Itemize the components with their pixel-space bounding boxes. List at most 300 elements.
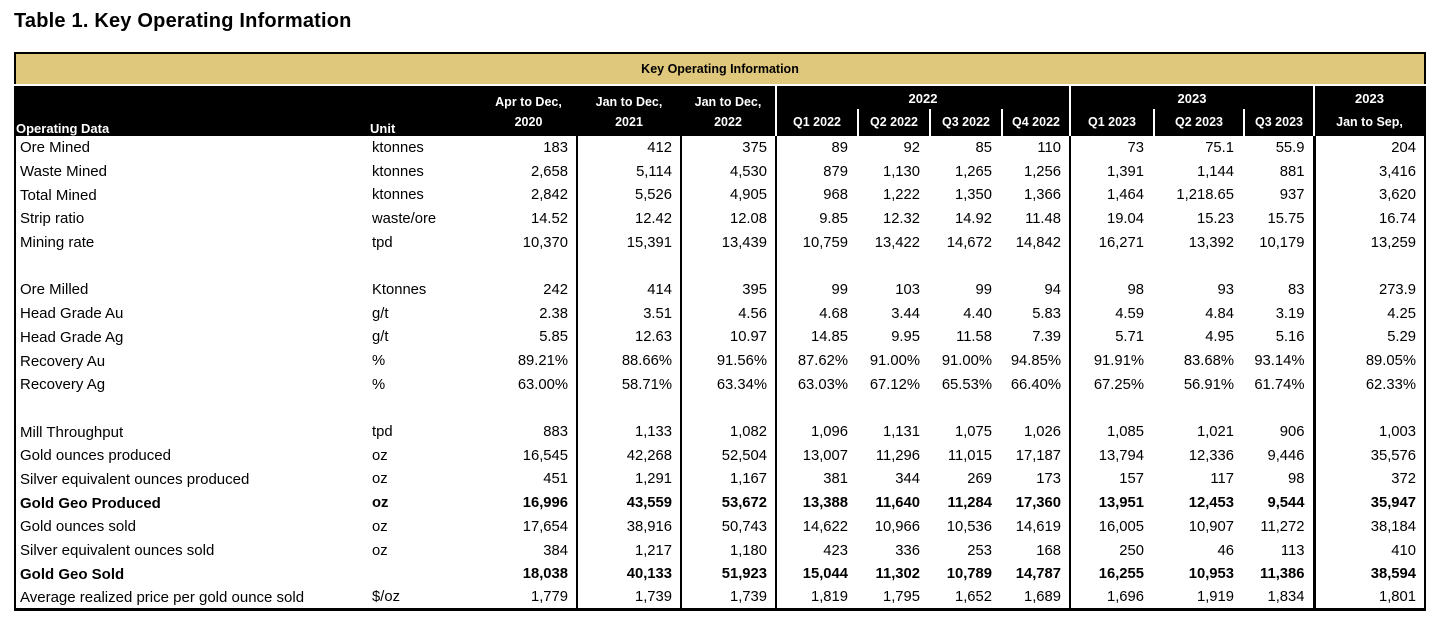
cell-value: 881 <box>1242 160 1314 184</box>
row-label: Mill Throughput <box>20 423 124 441</box>
cell-value <box>1070 254 1152 278</box>
cell-value: 395 <box>681 278 776 302</box>
cell-value: 273.9 <box>1378 281 1416 298</box>
spacer-row <box>15 254 1425 278</box>
cell-value: 375 <box>681 136 776 160</box>
row-unit: oz <box>372 495 389 512</box>
cell-value <box>856 254 928 278</box>
cell-value: 204 <box>1391 139 1416 156</box>
row-unit: ktonnes <box>372 187 424 204</box>
cell-value: 85 <box>975 139 992 156</box>
cell-value: 14,842 <box>1000 231 1070 255</box>
cell-value: 1,021 <box>1196 424 1234 441</box>
cell-value: 38,594 <box>1370 566 1416 583</box>
cell-value: 1,180 <box>681 539 776 563</box>
cell-value: 11,284 <box>947 495 992 512</box>
row-label: Gold ounces sold <box>20 518 136 536</box>
cell-value: 12,453 <box>1188 495 1234 512</box>
cell-value: 968 <box>823 187 848 204</box>
cell-value: 16,545 <box>480 444 577 468</box>
cell-value: 43,559 <box>577 491 681 515</box>
cell-value: 11,302 <box>875 566 920 583</box>
header-apr-dec-2020 <box>480 85 577 136</box>
row-unit: g/t <box>372 329 389 346</box>
row-label: Gold ounces produced <box>20 447 171 465</box>
cell-value: 91.00% <box>869 353 920 370</box>
cell-value <box>681 254 776 278</box>
cell-value: 4.40 <box>963 305 992 322</box>
cell-value <box>1242 254 1314 278</box>
table-row <box>15 444 1425 468</box>
cell-value <box>928 397 1000 421</box>
cell-value: 94.85% <box>1000 349 1070 373</box>
cell-value: 5,114 <box>577 160 681 184</box>
cell-value: 10,370 <box>480 231 577 255</box>
cell-value: 1,130 <box>882 163 920 180</box>
cell-value: 3.19 <box>1242 302 1314 326</box>
header-period-line2: 2021 <box>615 114 643 129</box>
cell-value: 38,916 <box>577 515 681 539</box>
cell-value: 61.74% <box>1242 373 1314 397</box>
cell-value: 242 <box>480 278 577 302</box>
cell-value: 1,222 <box>882 187 920 204</box>
cell-value: 410 <box>1391 542 1416 559</box>
row-unit: g/t <box>372 305 389 322</box>
cell-value: 3.44 <box>891 305 920 322</box>
cell-value: 12,336 <box>1188 447 1234 464</box>
table-row <box>15 160 1425 184</box>
table-row <box>15 207 1425 231</box>
row-unit: % <box>372 353 386 370</box>
cell-value: 381 <box>823 471 848 488</box>
cell-value: 11.48 <box>1000 207 1070 231</box>
cell-value: 87.62% <box>797 353 848 370</box>
table-row <box>15 136 1425 160</box>
cell-value: 344 <box>895 471 920 488</box>
cell-value: 63.34% <box>681 373 776 397</box>
cell-value: 4.84 <box>1205 305 1234 322</box>
cell-value: 1,366 <box>1000 183 1070 207</box>
table-row <box>15 562 1425 586</box>
cell-value: 17,654 <box>480 515 577 539</box>
cell-value <box>776 254 856 278</box>
cell-value: 3.51 <box>577 302 681 326</box>
cell-value: 157 <box>1119 471 1144 488</box>
cell-value: 5.83 <box>1000 302 1070 326</box>
cell-value: 13,007 <box>802 447 848 464</box>
cell-value: 4.56 <box>681 302 776 326</box>
header-period-line2: 2022 <box>714 114 742 129</box>
cell-value <box>1314 397 1425 421</box>
header-group-year: 2022 <box>908 91 938 106</box>
cell-value: 83 <box>1242 278 1314 302</box>
row-unit: oz <box>372 518 388 535</box>
cell-value: 1,834 <box>1242 586 1314 610</box>
header-ytd-year: 2023 <box>1355 91 1384 106</box>
cell-value: 55.9 <box>1242 136 1314 160</box>
cell-value: 63.00% <box>480 373 577 397</box>
cell-value <box>928 254 1000 278</box>
row-label: Mining rate <box>20 234 95 252</box>
cell-value: 1,218.65 <box>1176 187 1234 204</box>
header-ytd-2023 <box>1314 85 1425 136</box>
page-title: Table 1. Key Operating Information <box>14 10 352 32</box>
cell-value: 16,996 <box>480 491 577 515</box>
cell-value: 91.56% <box>681 349 776 373</box>
table-row <box>15 586 1425 610</box>
cell-value: 12.08 <box>681 207 776 231</box>
table-row <box>15 468 1425 492</box>
table-row <box>15 420 1425 444</box>
table-band <box>15 53 1425 85</box>
cell-value: 5.71 <box>1115 329 1144 346</box>
header-quarter: Q1 2022 <box>793 115 841 129</box>
row-label: Head Grade Ag <box>20 328 124 346</box>
cell-value <box>681 397 776 421</box>
cell-value: 384 <box>480 539 577 563</box>
cell-value: 906 <box>1242 420 1314 444</box>
cell-value: 1,696 <box>1106 589 1144 606</box>
cell-value: 91.00% <box>941 353 992 370</box>
cell-value: 4,905 <box>681 183 776 207</box>
row-label: Recovery Ag <box>20 376 106 394</box>
cell-value: 12.32 <box>882 210 920 227</box>
cell-value: 336 <box>895 542 920 559</box>
table-row <box>15 302 1425 326</box>
cell-value: 1,291 <box>577 468 681 492</box>
cell-value: 14.92 <box>954 210 992 227</box>
cell-value: 62.33% <box>1365 376 1416 393</box>
cell-value: 250 <box>1119 542 1144 559</box>
cell-value: 14,622 <box>802 518 848 535</box>
cell-value: 5.85 <box>480 326 577 350</box>
table-band-title: Key Operating Information <box>15 53 1425 85</box>
table-row <box>15 183 1425 207</box>
cell-value: 17,360 <box>1000 491 1070 515</box>
header-period-line1: Jan to Dec, <box>595 95 663 110</box>
row-unit: tpd <box>372 424 393 441</box>
cell-value: 15,391 <box>577 231 681 255</box>
header-quarter: Q1 2023 <box>1088 115 1136 129</box>
cell-value: 2,842 <box>480 183 577 207</box>
header-quarter: Q2 2023 <box>1153 109 1243 136</box>
cell-value: 372 <box>1391 471 1416 488</box>
cell-value: 88.66% <box>577 349 681 373</box>
cell-value: 1,801 <box>1378 589 1416 606</box>
cell-value: 4.25 <box>1387 305 1416 322</box>
cell-value: 1,003 <box>1378 424 1416 441</box>
cell-value: 14.85 <box>810 329 848 346</box>
cell-value: 65.53% <box>941 376 992 393</box>
cell-value: 10,759 <box>802 234 848 251</box>
cell-value: 10,179 <box>1242 231 1314 255</box>
cell-value: 99 <box>831 281 848 298</box>
cell-value: 58.71% <box>577 373 681 397</box>
cell-value: 14,787 <box>1000 562 1070 586</box>
cell-value: 99 <box>975 281 992 298</box>
cell-value <box>577 254 681 278</box>
cell-value: 883 <box>480 420 577 444</box>
row-label <box>15 254 370 278</box>
cell-value: 16.74 <box>1378 210 1416 227</box>
cell-value: 168 <box>1000 539 1070 563</box>
table-row <box>15 326 1425 350</box>
cell-value: 173 <box>1000 468 1070 492</box>
cell-value: 19.04 <box>1106 210 1144 227</box>
cell-value: 1,131 <box>882 424 920 441</box>
cell-value: 91.91% <box>1093 353 1144 370</box>
cell-value: 1,795 <box>882 589 920 606</box>
cell-value: 42,268 <box>577 444 681 468</box>
cell-value: 103 <box>895 281 920 298</box>
cell-value: 1,739 <box>577 586 681 610</box>
cell-value: 11,272 <box>1242 515 1314 539</box>
cell-value <box>856 397 928 421</box>
cell-value: 14,672 <box>946 234 992 251</box>
cell-value: 93 <box>1217 281 1234 298</box>
header-quarter: Q3 2022 <box>929 109 1001 136</box>
cell-value: 12.63 <box>577 326 681 350</box>
cell-value: 75.1 <box>1205 139 1234 156</box>
cell-value: 16,255 <box>1098 566 1144 583</box>
cell-value: 4,530 <box>681 160 776 184</box>
row-label: Silver equivalent ounces produced <box>20 470 250 488</box>
cell-value: 14,619 <box>1000 515 1070 539</box>
cell-value: 183 <box>480 136 577 160</box>
cell-value: 56.91% <box>1183 376 1234 393</box>
row-unit <box>370 254 480 278</box>
cell-value: 15,044 <box>802 566 848 583</box>
header-unit: Unit <box>370 85 480 136</box>
header-group-year: 2023 <box>1177 91 1207 106</box>
header-group-2023 <box>1070 85 1314 136</box>
cell-value: 5,526 <box>577 183 681 207</box>
cell-value: 1,144 <box>1196 163 1234 180</box>
cell-value: 67.25% <box>1093 376 1144 393</box>
cell-value: 9,446 <box>1242 444 1314 468</box>
cell-value: 83.68% <box>1183 353 1234 370</box>
cell-value: 98 <box>1127 281 1144 298</box>
cell-value: 89 <box>831 139 848 156</box>
header-period-line2: 2020 <box>514 114 543 129</box>
cell-value: 51,923 <box>681 562 776 586</box>
cell-value: 1,082 <box>681 420 776 444</box>
cell-value: 879 <box>823 163 848 180</box>
cell-value: 13,794 <box>1098 447 1144 464</box>
cell-value: 7.39 <box>1000 326 1070 350</box>
cell-value: 38,184 <box>1370 518 1416 535</box>
row-unit: % <box>372 376 386 393</box>
cell-value: 1,085 <box>1106 424 1144 441</box>
cell-value: 98 <box>1242 468 1314 492</box>
row-label: Average realized price per gold ounce sold <box>20 588 305 606</box>
row-unit: waste/ore <box>372 210 437 227</box>
cell-value: 937 <box>1242 183 1314 207</box>
cell-value: 1,075 <box>954 424 992 441</box>
cell-value: 2,658 <box>480 160 577 184</box>
cell-value: 1,217 <box>577 539 681 563</box>
cell-value: 451 <box>480 468 577 492</box>
cell-value: 5.16 <box>1242 326 1314 350</box>
cell-value <box>1152 397 1242 421</box>
cell-value: 10,907 <box>1188 518 1234 535</box>
cell-value <box>480 254 577 278</box>
cell-value: 10,953 <box>1188 566 1234 583</box>
cell-value: 4.68 <box>819 305 848 322</box>
cell-value: 15.23 <box>1196 210 1234 227</box>
cell-value: 89.05% <box>1365 353 1416 370</box>
cell-value <box>480 397 577 421</box>
header-group-2022 <box>776 85 1070 136</box>
cell-value: 9,544 <box>1242 491 1314 515</box>
row-unit <box>370 562 480 586</box>
cell-value: 4.95 <box>1205 329 1234 346</box>
cell-value: 113 <box>1242 539 1314 563</box>
cell-value: 11,015 <box>947 447 992 464</box>
cell-value: 110 <box>1000 136 1070 160</box>
row-unit: $/oz <box>372 589 400 606</box>
cell-value: 13,388 <box>802 495 848 512</box>
cell-value: 11.58 <box>956 329 992 346</box>
cell-value: 35,947 <box>1370 495 1416 512</box>
cell-value: 1,464 <box>1106 187 1144 204</box>
table-row <box>15 278 1425 302</box>
cell-value: 35,576 <box>1370 447 1416 464</box>
row-unit: oz <box>372 471 388 488</box>
cell-value: 73 <box>1127 139 1144 156</box>
cell-value: 10,966 <box>874 518 920 535</box>
cell-value: 1,026 <box>1000 420 1070 444</box>
header-quarter: Q3 2023 <box>1243 109 1313 136</box>
cell-value <box>577 397 681 421</box>
table-row <box>15 491 1425 515</box>
cell-value: 1,689 <box>1000 586 1070 610</box>
cell-value: 46 <box>1217 542 1234 559</box>
cell-value: 1,265 <box>954 163 992 180</box>
cell-value: 16,005 <box>1098 518 1144 535</box>
cell-value: 93.14% <box>1242 349 1314 373</box>
cell-value: 11,296 <box>875 447 920 464</box>
header-jan-dec-2022 <box>681 85 776 136</box>
cell-value: 67.12% <box>869 376 920 393</box>
header-operating-data: Operating Data <box>15 85 370 136</box>
row-label <box>15 397 370 421</box>
cell-value: 13,439 <box>681 231 776 255</box>
header-period-line1: Jan to Dec, <box>694 95 762 110</box>
cell-value: 13,951 <box>1098 495 1144 512</box>
cell-value <box>1152 254 1242 278</box>
cell-value <box>776 397 856 421</box>
table-header-row <box>15 85 1425 136</box>
cell-value: 1,652 <box>954 589 992 606</box>
cell-value: 1,819 <box>810 589 848 606</box>
cell-value: 92 <box>903 139 920 156</box>
cell-value: 423 <box>823 542 848 559</box>
cell-value: 10,536 <box>946 518 992 535</box>
cell-value: 10,789 <box>946 566 992 583</box>
cell-value: 1,350 <box>954 187 992 204</box>
header-period-line1: Apr to Dec, <box>495 95 562 110</box>
cell-value: 1,739 <box>681 586 776 610</box>
cell-value: 89.21% <box>480 349 577 373</box>
table-row <box>15 515 1425 539</box>
cell-value: 13,422 <box>874 234 920 251</box>
cell-value: 1,133 <box>577 420 681 444</box>
table-row <box>15 231 1425 255</box>
cell-value: 15.75 <box>1242 207 1314 231</box>
cell-value: 10.97 <box>681 326 776 350</box>
row-unit: ktonnes <box>372 139 424 156</box>
cell-value: 412 <box>577 136 681 160</box>
cell-value: 63.03% <box>797 376 848 393</box>
cell-value: 269 <box>967 471 992 488</box>
cell-value: 53,672 <box>681 491 776 515</box>
row-unit: tpd <box>372 234 393 251</box>
row-unit: ktonnes <box>372 163 424 180</box>
cell-value: 9.85 <box>819 210 848 227</box>
cell-value: 3,620 <box>1378 187 1416 204</box>
cell-value: 13,392 <box>1188 234 1234 251</box>
cell-value: 40,133 <box>577 562 681 586</box>
row-label: Gold Geo Produced <box>20 494 161 512</box>
cell-value: 13,259 <box>1370 234 1416 251</box>
header-jan-dec-2021 <box>577 85 681 136</box>
row-label: Strip ratio <box>20 210 85 228</box>
cell-value <box>1000 397 1070 421</box>
header-quarter: Q4 2022 <box>1001 109 1069 136</box>
cell-value: 3,416 <box>1378 163 1416 180</box>
header-quarter: Q2 2022 <box>857 109 929 136</box>
table-row <box>15 539 1425 563</box>
header-ytd-period: Jan to Sep, <box>1336 115 1403 129</box>
key-operating-table <box>14 52 1426 611</box>
cell-value: 66.40% <box>1000 373 1070 397</box>
cell-value: 52,504 <box>681 444 776 468</box>
row-unit: Ktonnes <box>372 281 427 298</box>
row-label: Ore Milled <box>20 281 89 299</box>
cell-value: 50,743 <box>681 515 776 539</box>
cell-value: 18,038 <box>480 562 577 586</box>
table-body <box>15 136 1425 610</box>
header-quarters-2022 <box>777 109 1069 136</box>
row-label: Gold Geo Sold <box>20 565 125 583</box>
spacer-row <box>15 397 1425 421</box>
row-label: Ore Mined <box>20 139 91 157</box>
cell-value: 4.59 <box>1115 305 1144 322</box>
cell-value: 17,187 <box>1000 444 1070 468</box>
row-label: Silver equivalent ounces sold <box>20 542 215 560</box>
row-unit: oz <box>372 542 388 559</box>
header-quarters-2023 <box>1071 109 1313 136</box>
cell-value: 9.95 <box>891 329 920 346</box>
cell-value: 253 <box>967 542 992 559</box>
cell-value: 117 <box>1210 471 1234 488</box>
cell-value: 1,919 <box>1196 589 1234 606</box>
cell-value: 12.42 <box>577 207 681 231</box>
cell-value: 414 <box>577 278 681 302</box>
cell-value: 2.38 <box>480 302 577 326</box>
row-label: Waste Mined <box>20 163 107 181</box>
cell-value: 1,779 <box>480 586 577 610</box>
cell-value: 1,256 <box>1000 160 1070 184</box>
row-unit <box>370 397 480 421</box>
cell-value: 16,271 <box>1098 234 1144 251</box>
cell-value: 11,640 <box>875 495 920 512</box>
cell-value: 5.29 <box>1387 329 1416 346</box>
cell-value <box>1000 254 1070 278</box>
row-label: Head Grade Au <box>20 305 124 323</box>
cell-value: 1,391 <box>1106 163 1144 180</box>
